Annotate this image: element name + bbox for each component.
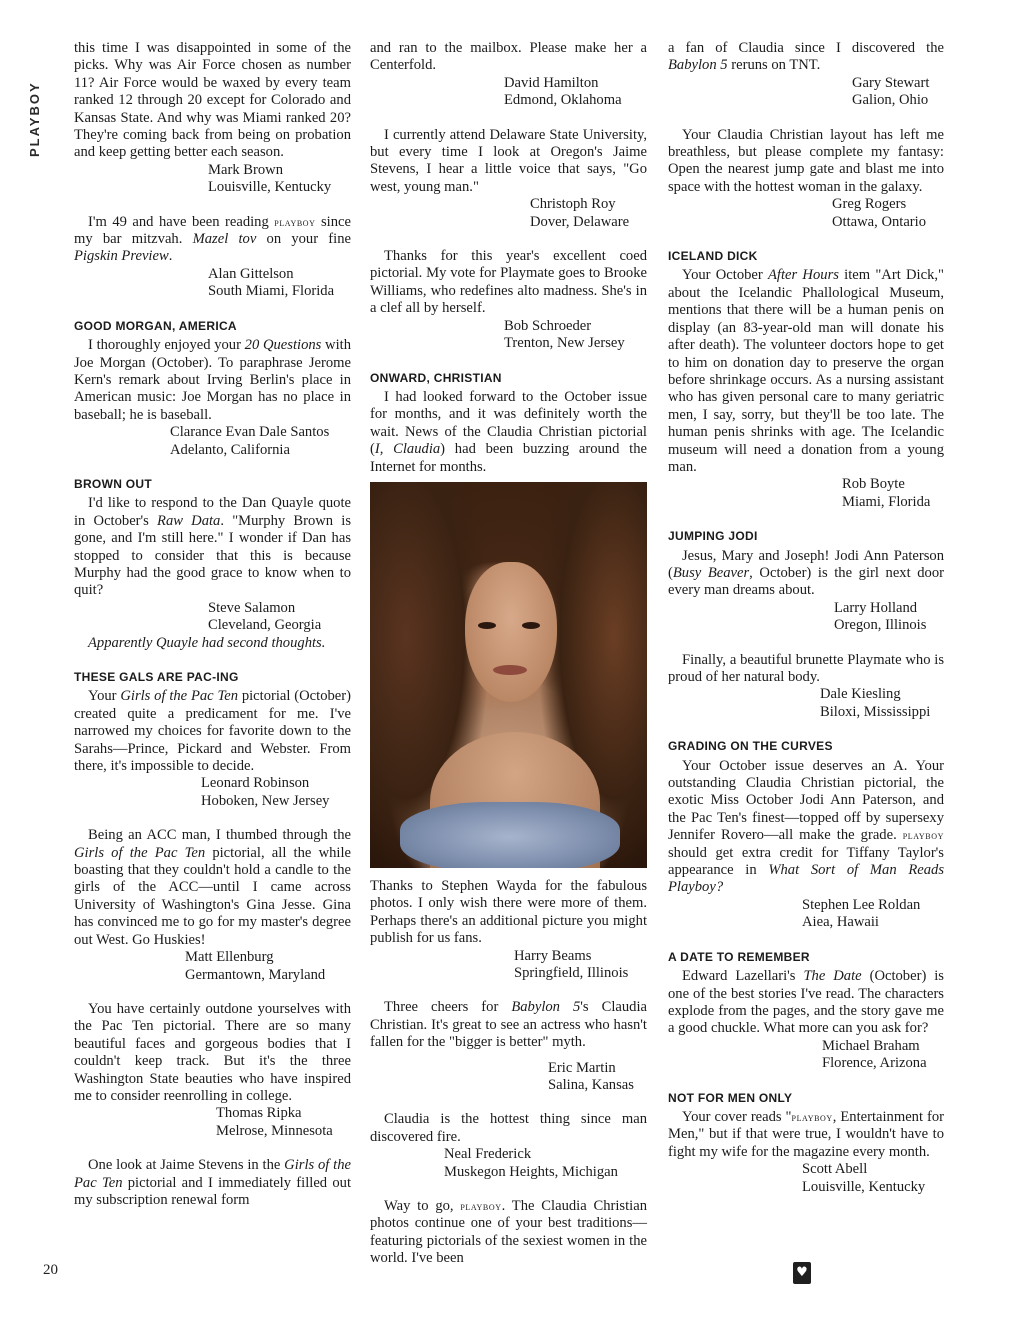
letter-heading: JUMPING JODI (668, 529, 758, 544)
author-name: Gary Stewart (852, 74, 930, 91)
author-name: Rob Boyte (842, 476, 905, 493)
letter-body: One look at Jaime Stevens in the Girls of the Pac Ten pictorial and I immediately filled out my subscription renewal form (74, 1157, 352, 1208)
letter (370, 1198, 647, 1268)
letter-body: Your October issue deserves an A. Your outstanding Claudia Christian pictorial, the exotic Miss October Jodi Ann Paterson, and the Pac Ten's finest—topped off by supersexy Jennifer Rovero—all make the grade. playboy should get extra credit for Tiffany Taylor's appearance in What Sort of Man Reads Playboy? (668, 757, 944, 896)
author-name: Mark Brown (208, 161, 283, 178)
letter (74, 318, 351, 459)
letter-body: Thanks to Stephen Wayda for the fabulous photos. I only wish there were more of them. Perhaps there's an additional picture you might publish for us fans. (370, 877, 647, 947)
author-place: Dover, Delaware (530, 213, 630, 230)
signature (185, 949, 351, 984)
author-name: Scott Abell (802, 1161, 868, 1178)
author-place: Cleveland, Georgia (208, 617, 322, 634)
author-name: Eric Martin (548, 1059, 616, 1076)
signature (504, 318, 647, 353)
author-name: Matt Ellenburg (185, 949, 274, 966)
author-name: Thomas Ripka (216, 1105, 302, 1122)
author-place: Ottawa, Ontario (832, 213, 927, 230)
author-place: South Miami, Florida (208, 283, 335, 300)
claudia-photo (370, 482, 647, 868)
letter-body: this time I was disappointed in some of the picks. Why was Air Force chosen as number 11? Air Force would be waxed by every team ranked 12 through 20 except for Colorado and Kansas State. And why was Miami ranked 20? They're coming back from being on probation and keep getting better each season. (74, 40, 351, 161)
photo-fur-wrap (400, 802, 620, 868)
author-place: Florence, Arizona (822, 1055, 927, 1072)
author-place: Hoboken, New Jersey (201, 792, 330, 809)
author-name: Dale Kiesling (820, 686, 901, 703)
letter-body: Being an ACC man, I thumbed through the Girls of the Pac Ten pictorial, all the while boasting that they couldn't hold a candle to the girls of the ACC—until I came across University of Washington's Gina Jesse. Gina has convinced me to go for my master's degree out West. Go Huskies! (74, 827, 351, 948)
letter-heading: GOOD MORGAN, AMERICA (74, 318, 237, 333)
letter-heading: THESE GALS ARE PAC-ING (74, 670, 239, 684)
signature (852, 75, 944, 110)
letter (74, 1157, 351, 1209)
photo-lips (493, 665, 527, 675)
letter (74, 476, 351, 652)
signature (530, 196, 647, 231)
author-name: Larry Holland (834, 599, 918, 616)
letter (668, 738, 944, 931)
author-place: Muskegon Heights, Michigan (444, 1163, 618, 1180)
author-name: Bob Schroeder (504, 317, 592, 334)
letter-body: Jesus, Mary and Joseph! Jodi Ann Paterson (Busy Beaver, October) is the girl next door every man dreams about. (668, 547, 944, 599)
letter-body: Thanks for this year's excellent coed pictorial. My vote for Playmate goes to Brooke Williams, who redefines alto madness. She's in a clef all by herself. (370, 248, 647, 317)
letter (370, 999, 647, 1094)
signature (820, 686, 944, 721)
letter (74, 1001, 351, 1140)
author-place: Springfield, Illinois (514, 964, 629, 981)
author-name: Leonard Robinson (201, 775, 310, 792)
author-place: Galion, Ohio (852, 92, 929, 109)
letter-body: Way to go, playboy. The Claudia Christian photos continue one of your best traditions—featuring pictorials of the sexiest women in the world. I've been (370, 1198, 647, 1267)
letter-heading: A DATE TO REMEMBER (668, 949, 810, 964)
letter-body: a fan of Claudia since I discovered the Babylon 5 reruns on TNT. (668, 40, 944, 74)
letter-body: I'm 49 and have been reading playboy since my bar mitzvah. Mazel tov on your fine Pigskin Preview. (74, 213, 351, 265)
rabbit-head-logo-icon: ♥ (793, 1262, 811, 1284)
letter-body: I thoroughly enjoyed your 20 Questions with Joe Morgan (October). To paraphrase Jerome Kern's remark about Irving Berlin's place in American music: Joe Morgan has no place in baseball; he is baseball. (74, 337, 351, 423)
letter (370, 127, 647, 231)
signature (170, 424, 351, 459)
letter-body: Finally, a beautiful brunette Playmate who is proud of her natural body. (668, 651, 944, 685)
letter-heading: GRADING ON THE CURVES (668, 739, 833, 754)
author-place: Oregon, Illinois (834, 617, 927, 634)
magazine-side-label: PLAYBOY (27, 81, 42, 157)
signature (201, 775, 351, 810)
letter (668, 652, 944, 722)
author-place: Aiea, Hawaii (802, 914, 879, 931)
signature (802, 1161, 944, 1196)
signature (444, 1146, 647, 1181)
letter (370, 878, 647, 982)
signature (832, 196, 944, 231)
letter-heading: NOT FOR MEN ONLY (668, 1090, 793, 1105)
author-place: Salina, Kansas (548, 1077, 634, 1093)
signature (842, 476, 944, 511)
letter-heading: BROWN OUT (74, 476, 153, 491)
letter-body: Edward Lazellari's The Date (October) is one of the best stories I've read. The characters explode from the pages, and the story gave me a good chuckle. What more can you ask for? (668, 968, 944, 1037)
letter (74, 214, 351, 301)
letter (668, 528, 944, 634)
letter (668, 949, 944, 1073)
column-1 (74, 40, 351, 1226)
letter-body: Three cheers for Babylon 5's Claudia Christian. It's great to see an actress who hasn't fallen for the "bigger is better" myth. (370, 999, 647, 1051)
letter (74, 827, 351, 984)
letter-body: Claudia is the hottest thing since man discovered fire. (370, 1111, 647, 1145)
author-name: Stephen Lee Roldan (802, 896, 921, 913)
letter-body: I had looked forward to the October issue for months, and it was definitely worth the wait. News of the Claudia Christian pictorial (I, Claudia) had been buzzing around the Internet for months. (370, 388, 647, 475)
letter (370, 370, 647, 476)
photo-eye (478, 622, 496, 629)
signature (802, 897, 944, 932)
signature (548, 1060, 647, 1095)
signature (208, 600, 351, 635)
letter-body: You have certainly outdone yourselves with the Pac Ten pictorial. There are so many beautiful faces and gorgeous bodies that I couldn't keep track. But it's the three Washington State beauties who have inspired me to consider reenrolling in college. (74, 1000, 351, 1104)
author-name: Steve Salamon (208, 599, 296, 616)
letter-body: Your October After Hours item "Art Dick," about the Icelandic Phallological Museum, mentions that there will be a human penis on display (an 83-year-old man will donate his after death). The volunteer doctors hope to get to him on donation day to preserve the organ before shrinkage occurs. As a nursing assistant who has given personal care to many geriatric men, I say, sorry, but they'll be too late. The human penis shrinks with age. The Icelandic museum will need a donation from a young man. (668, 267, 944, 475)
letter (668, 127, 944, 231)
letter (668, 248, 944, 511)
author-name: Christoph Roy (530, 196, 616, 213)
letter-body: Your cover reads "playboy, Entertainment for Men," but if that were true, I wouldn't have to fight my wife for the magazine every month. (668, 1108, 944, 1160)
photo-eye (522, 622, 540, 629)
letter-body: I currently attend Delaware State University, but every time I look at Oregon's Jaime Stevens, I hear a little voice that says, "Go west, young man." (370, 126, 647, 195)
author-name: Greg Rogers (832, 196, 907, 213)
signature (514, 948, 647, 983)
column-2 (370, 40, 647, 1285)
author-place: Adelanto, California (170, 441, 290, 458)
author-name: Neal Frederick (444, 1146, 532, 1163)
author-name: Harry Beams (514, 947, 592, 964)
author-name: Alan Gittelson (208, 265, 294, 282)
editor-note: Apparently Quayle had second thoughts. (88, 634, 326, 651)
letter-body: Your Girls of the Pac Ten pictorial (October) created quite a predicament for me. I've narrowed my choices for favorite down to the Sarahs—Prince, Pickard and Webster. From there, it's impossible to decide. (74, 688, 351, 775)
author-name: Michael Braham (822, 1037, 920, 1054)
author-name: David Hamilton (504, 74, 599, 91)
author-place: Edmond, Oklahoma (504, 92, 622, 109)
letter-heading: ONWARD, CHRISTIAN (370, 370, 502, 385)
letter (668, 40, 944, 110)
photo-face (465, 562, 557, 702)
signature (216, 1105, 351, 1140)
letter (370, 40, 647, 110)
letter-body: I'd like to respond to the Dan Quayle quote in October's Raw Data. "Murphy Brown is gone, and I'm still here." I wonder if Dan has stopped to consider that this is because Murphy had the good grace to know when to quit? (74, 495, 351, 599)
signature (822, 1038, 944, 1073)
author-place: Germantown, Maryland (185, 966, 326, 983)
letter-heading: ICELAND DICK (668, 249, 758, 264)
author-place: Louisville, Kentucky (208, 179, 332, 196)
author-place: Miami, Florida (842, 493, 931, 510)
page-number: 20 (43, 1262, 58, 1278)
author-place: Biloxi, Mississippi (820, 703, 931, 720)
letter-body: and ran to the mailbox. Please make her a Centerfold. (370, 40, 647, 74)
signature (834, 600, 944, 635)
letter (668, 1090, 944, 1196)
author-place: Louisville, Kentucky (802, 1178, 926, 1195)
letter (74, 669, 351, 810)
author-name: Clarance Evan Dale Santos (170, 424, 330, 441)
letter-body: Your Claudia Christian layout has left me breathless, but please complete my fantasy: Open the nearest jump gate and blast me into space with the hottest woman in the galaxy. (668, 126, 944, 195)
letter (370, 248, 647, 352)
author-place: Trenton, New Jersey (504, 335, 625, 352)
letter (74, 40, 351, 197)
letter (370, 1111, 647, 1181)
signature (504, 75, 647, 110)
column-3 (668, 40, 944, 1213)
signature (208, 266, 351, 301)
signature (208, 162, 351, 197)
author-place: Melrose, Minnesota (216, 1122, 333, 1139)
